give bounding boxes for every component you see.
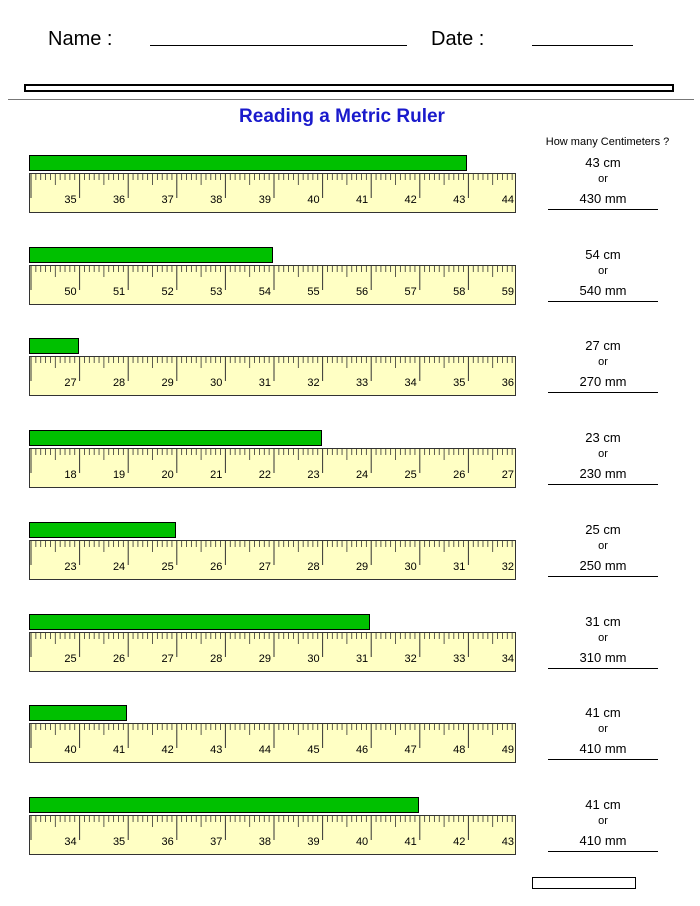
ruler-number: 26 bbox=[210, 560, 223, 573]
ruler-number: 31 bbox=[355, 652, 369, 665]
ruler-number: 36 bbox=[501, 377, 514, 390]
measured-bar bbox=[29, 338, 79, 354]
metric-ruler bbox=[29, 815, 516, 855]
ruler-number: 33 bbox=[355, 377, 369, 390]
ruler-ticks bbox=[30, 357, 517, 397]
ruler-number: 24 bbox=[112, 560, 126, 573]
answer-cm: 43 cm bbox=[585, 155, 621, 170]
ruler-number: 27 bbox=[501, 469, 514, 482]
answer-cm: 23 cm bbox=[585, 430, 621, 446]
ruler-number: 47 bbox=[404, 744, 417, 757]
ruler-ticks bbox=[30, 724, 517, 764]
ruler-number: 45 bbox=[307, 744, 320, 757]
ruler-number: 59 bbox=[501, 285, 514, 298]
ruler-number: 37 bbox=[210, 835, 223, 848]
ruler-number: 42 bbox=[453, 835, 466, 848]
ruler-number: 30 bbox=[404, 560, 417, 573]
answer-mm: 310 mm bbox=[579, 649, 627, 665]
ruler-number: 32 bbox=[307, 377, 320, 390]
answer-line bbox=[548, 759, 658, 760]
ruler-number: 41 bbox=[404, 835, 417, 848]
ruler-number: 32 bbox=[501, 560, 514, 573]
answer-or: or bbox=[598, 356, 608, 369]
ruler-number: 57 bbox=[404, 285, 417, 298]
measured-bar bbox=[29, 705, 127, 721]
ruler-number: 37 bbox=[161, 194, 174, 206]
answer-or: or bbox=[598, 448, 608, 461]
ruler-number: 40 bbox=[307, 194, 320, 206]
answer-mm: 410 mm bbox=[579, 741, 627, 757]
ruler-number: 32 bbox=[404, 652, 417, 665]
measured-bar bbox=[29, 522, 176, 538]
ruler-number: 27 bbox=[258, 560, 271, 573]
metric-ruler bbox=[29, 356, 516, 396]
answer-column-header: How many Centimeters ? bbox=[545, 136, 670, 148]
answer-cm: 31 cm bbox=[585, 613, 621, 629]
ruler-number: 39 bbox=[307, 835, 320, 848]
answer-cm: 41 cm bbox=[585, 705, 621, 721]
ruler-number: 51 bbox=[112, 285, 126, 298]
answer-or: or bbox=[598, 539, 608, 552]
name-field[interactable] bbox=[150, 45, 407, 46]
ruler-number: 55 bbox=[307, 285, 320, 298]
ruler-number: 30 bbox=[307, 652, 320, 665]
metric-ruler bbox=[29, 632, 516, 672]
date-field[interactable] bbox=[532, 45, 633, 46]
answer-mm: 250 mm bbox=[579, 557, 627, 573]
ruler-number: 43 bbox=[210, 744, 223, 757]
ruler-number: 39 bbox=[258, 194, 271, 206]
ruler-number: 26 bbox=[112, 652, 126, 665]
ruler-number: 20 bbox=[161, 469, 174, 482]
ruler-number: 21 bbox=[210, 469, 223, 482]
ruler-number: 29 bbox=[258, 652, 271, 665]
answer-or: or bbox=[598, 631, 608, 644]
score-box[interactable] bbox=[532, 877, 636, 889]
ruler-number: 44 bbox=[501, 194, 514, 206]
answer-line bbox=[548, 392, 658, 393]
ruler-number: 43 bbox=[501, 835, 514, 848]
answer-mm: 230 mm bbox=[579, 466, 627, 482]
answer-cm: 25 cm bbox=[585, 521, 621, 537]
measured-bar bbox=[29, 797, 419, 813]
ruler-number: 58 bbox=[453, 285, 466, 298]
answer-line bbox=[548, 851, 658, 852]
ruler-number: 18 bbox=[64, 469, 77, 482]
answer-mm: 430 mm bbox=[579, 191, 627, 206]
header-divider bbox=[24, 84, 674, 92]
ruler-number: 19 bbox=[112, 469, 126, 482]
ruler-number: 53 bbox=[210, 285, 223, 298]
ruler-number: 40 bbox=[64, 744, 77, 757]
ruler-number: 38 bbox=[258, 835, 271, 848]
answer-cm: 27 cm bbox=[585, 338, 621, 354]
ruler-number: 48 bbox=[453, 744, 466, 757]
answer-mm: 410 mm bbox=[579, 832, 627, 848]
ruler-number: 49 bbox=[501, 744, 514, 757]
worksheet-title: Reading a Metric Ruler bbox=[239, 106, 445, 127]
measured-bar bbox=[29, 247, 273, 263]
ruler-number: 31 bbox=[258, 377, 271, 390]
ruler-number: 56 bbox=[355, 285, 369, 298]
ruler-number: 29 bbox=[161, 377, 174, 390]
ruler-number: 35 bbox=[112, 835, 126, 848]
answer-line bbox=[548, 576, 658, 577]
ruler-number: 52 bbox=[161, 285, 174, 298]
ruler-number: 30 bbox=[210, 377, 223, 390]
metric-ruler bbox=[29, 173, 516, 213]
ruler-number: 27 bbox=[64, 377, 77, 390]
answer-cm: 54 cm bbox=[585, 246, 621, 262]
answer-line bbox=[548, 209, 658, 210]
ruler-ticks bbox=[30, 266, 517, 306]
ruler-ticks bbox=[30, 174, 517, 214]
ruler-number: 28 bbox=[307, 560, 320, 573]
ruler-number: 29 bbox=[355, 560, 369, 573]
ruler-number: 34 bbox=[404, 377, 417, 390]
metric-ruler bbox=[29, 723, 516, 763]
metric-ruler bbox=[29, 540, 516, 580]
ruler-number: 25 bbox=[404, 469, 417, 482]
ruler-number: 43 bbox=[453, 194, 466, 206]
ruler-number: 44 bbox=[258, 744, 271, 757]
ruler-number: 31 bbox=[453, 560, 466, 573]
answer-mm: 270 mm bbox=[579, 374, 627, 390]
ruler-number: 33 bbox=[453, 652, 466, 665]
date-label: Date : bbox=[431, 28, 485, 50]
measured-bar bbox=[29, 430, 322, 446]
ruler-number: 41 bbox=[355, 194, 369, 206]
ruler-number: 24 bbox=[355, 469, 369, 482]
ruler-number: 36 bbox=[112, 194, 126, 206]
answer-or: or bbox=[598, 173, 608, 185]
answer-mm: 540 mm bbox=[579, 282, 627, 298]
ruler-number: 36 bbox=[161, 835, 174, 848]
page-divider bbox=[8, 99, 694, 100]
answer-or: or bbox=[598, 264, 608, 277]
ruler-number: 35 bbox=[453, 377, 466, 390]
ruler-number: 22 bbox=[258, 469, 271, 482]
ruler-number: 34 bbox=[64, 835, 77, 848]
ruler-ticks bbox=[30, 633, 517, 673]
answer-line bbox=[548, 484, 658, 485]
ruler-number: 54 bbox=[258, 285, 271, 298]
ruler-number: 42 bbox=[161, 744, 174, 757]
ruler-number: 50 bbox=[64, 285, 77, 298]
answer-or: or bbox=[598, 723, 608, 736]
ruler-number: 27 bbox=[161, 652, 174, 665]
ruler-number: 23 bbox=[307, 469, 320, 482]
answer-cm: 41 cm bbox=[585, 796, 621, 812]
answer-or: or bbox=[598, 814, 608, 827]
ruler-number: 40 bbox=[355, 835, 369, 848]
ruler-number: 25 bbox=[64, 652, 77, 665]
ruler-ticks bbox=[30, 449, 517, 489]
ruler-number: 28 bbox=[112, 377, 126, 390]
name-label: Name : bbox=[48, 28, 113, 50]
ruler-number: 25 bbox=[161, 560, 174, 573]
ruler-number: 38 bbox=[210, 194, 223, 206]
measured-bar bbox=[29, 614, 370, 630]
ruler-ticks bbox=[30, 541, 517, 581]
ruler-number: 28 bbox=[210, 652, 223, 665]
answer-line bbox=[548, 301, 658, 302]
ruler-number: 34 bbox=[501, 652, 514, 665]
measured-bar bbox=[29, 155, 467, 171]
ruler-number: 46 bbox=[355, 744, 369, 757]
answer-line bbox=[548, 668, 658, 669]
ruler-number: 35 bbox=[64, 194, 77, 206]
ruler-number: 42 bbox=[404, 194, 417, 206]
metric-ruler bbox=[29, 448, 516, 488]
ruler-number: 26 bbox=[453, 469, 466, 482]
ruler-ticks bbox=[30, 816, 517, 856]
ruler-number: 41 bbox=[112, 744, 126, 757]
metric-ruler bbox=[29, 265, 516, 305]
ruler-number: 23 bbox=[64, 560, 77, 573]
